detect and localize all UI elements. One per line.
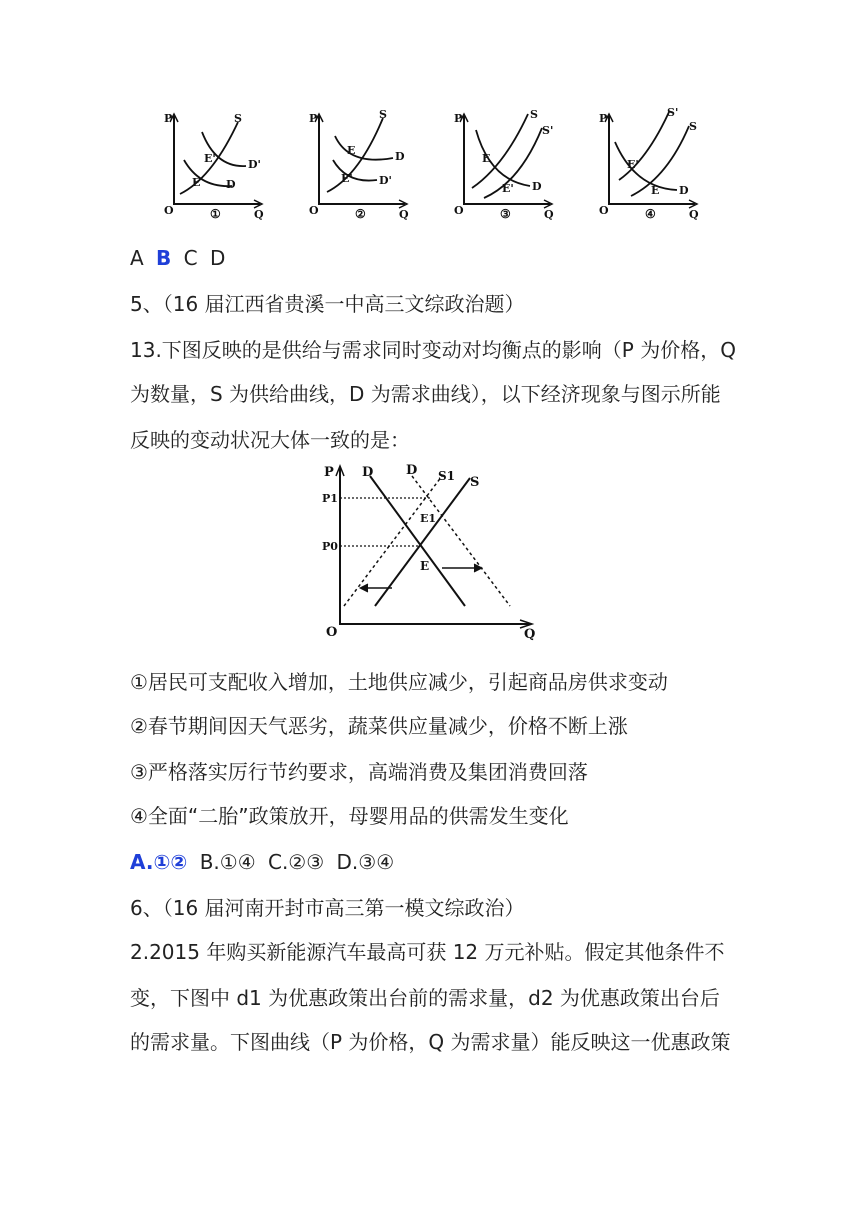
q5-header: 5、（16 届江西省贵溪一中高三文综政治题） bbox=[130, 292, 525, 316]
q5-option-b[interactable]: B.①④ bbox=[199, 850, 256, 874]
s2-label: S' bbox=[542, 124, 554, 137]
d2-label: D' bbox=[379, 174, 392, 187]
q5-stem-line2: 为数量，S 为供给曲线，D 为需求曲线），以下经济现象与图示所能 bbox=[130, 382, 721, 406]
e-label: E bbox=[651, 184, 660, 197]
graph-4 bbox=[595, 108, 705, 220]
e-label: E bbox=[192, 176, 201, 189]
p-axis-label: P bbox=[309, 112, 318, 125]
p-axis-label: P bbox=[324, 465, 334, 480]
d-label: D bbox=[395, 150, 405, 163]
e2-label: E' bbox=[341, 172, 353, 185]
q6-line1: 2.2015 年购买新能源汽车最高可获 12 万元补贴。假定其他条件不 bbox=[130, 940, 725, 964]
s1-label: S1 bbox=[438, 469, 456, 483]
e-label: E bbox=[347, 144, 356, 157]
graph-index: ① bbox=[210, 207, 221, 221]
d-label: D bbox=[532, 180, 542, 193]
s-label: S bbox=[379, 108, 387, 121]
graph-index: ③ bbox=[500, 207, 511, 221]
q6-header: 6、（16 届河南开封市高三第一模文综政治） bbox=[130, 896, 525, 920]
q5-item-4: ④全面“二胎”政策放开，母婴用品的供需发生变化 bbox=[130, 804, 569, 828]
q5-option-d[interactable]: D.③④ bbox=[336, 850, 395, 874]
graph-2 bbox=[305, 108, 415, 220]
p0-label: P0 bbox=[322, 540, 338, 553]
q-axis-label: Q bbox=[399, 208, 409, 221]
origin-label: O bbox=[164, 204, 174, 217]
e2-label: E' bbox=[627, 158, 639, 171]
d-label: D bbox=[679, 184, 689, 197]
q4-options bbox=[130, 244, 231, 272]
s-label: S bbox=[530, 108, 538, 121]
origin-label: O bbox=[599, 204, 609, 217]
option-c[interactable]: C bbox=[183, 246, 198, 270]
d-label: D bbox=[362, 465, 374, 480]
q-axis-label: Q bbox=[524, 627, 536, 642]
e-label: E bbox=[420, 559, 430, 573]
d-label: D bbox=[226, 178, 236, 191]
q-axis-label: Q bbox=[689, 208, 699, 221]
q5-options bbox=[130, 848, 400, 876]
option-b-answer[interactable]: B bbox=[156, 246, 172, 270]
e1-label: E1 bbox=[420, 512, 437, 525]
d2-label: D bbox=[406, 463, 418, 478]
q5-answer-a[interactable]: A.①② bbox=[130, 850, 188, 874]
origin-label: O bbox=[326, 625, 338, 640]
s-label: S bbox=[470, 475, 480, 490]
e2-label: E' bbox=[502, 182, 514, 195]
origin-label: O bbox=[454, 204, 464, 217]
e-label: E bbox=[482, 152, 491, 165]
e2-label: E' bbox=[204, 152, 216, 165]
option-d[interactable]: D bbox=[209, 246, 226, 270]
q6-line3: 的需求量。下图曲线（P 为价格，Q 为需求量）能反映这一优惠政策 bbox=[130, 1030, 731, 1054]
graph-index: ② bbox=[355, 207, 366, 221]
s2-label: S' bbox=[667, 106, 679, 119]
p1-label: P1 bbox=[322, 492, 338, 505]
q5-item-3: ③严格落实厉行节约要求，高端消费及集团消费回落 bbox=[130, 760, 588, 784]
supply-demand-graph bbox=[320, 460, 540, 640]
q-axis-label: Q bbox=[544, 208, 554, 221]
q6-line2: 变，下图中 d1 为优惠政策出台前的需求量，d2 为优惠政策出台后 bbox=[130, 986, 720, 1010]
graph-3 bbox=[450, 108, 560, 220]
s-label: S bbox=[234, 112, 242, 125]
graph-index: ④ bbox=[645, 207, 656, 221]
origin-label: O bbox=[309, 204, 319, 217]
q-axis-label: Q bbox=[254, 208, 264, 221]
graph-1 bbox=[160, 108, 270, 220]
d2-label: D' bbox=[248, 158, 261, 171]
q5-option-c[interactable]: C.②③ bbox=[267, 850, 325, 874]
p-axis-label: P bbox=[454, 112, 463, 125]
option-a[interactable]: A bbox=[130, 246, 144, 270]
p-axis-label: P bbox=[599, 112, 608, 125]
q5-item-2: ②春节期间因天气恶劣，蔬菜供应量减少，价格不断上涨 bbox=[130, 714, 628, 738]
q5-stem-line3: 反映的变动状况大体一致的是： bbox=[130, 428, 410, 452]
p-axis-label: P bbox=[164, 112, 173, 125]
q5-item-1: ①居民可支配收入增加，土地供应减少，引起商品房供求变动 bbox=[130, 670, 668, 694]
s-label: S bbox=[689, 120, 697, 133]
q5-stem-line1: 13.下图反映的是供给与需求同时变动对均衡点的影响（P 为价格，Q bbox=[130, 338, 736, 362]
